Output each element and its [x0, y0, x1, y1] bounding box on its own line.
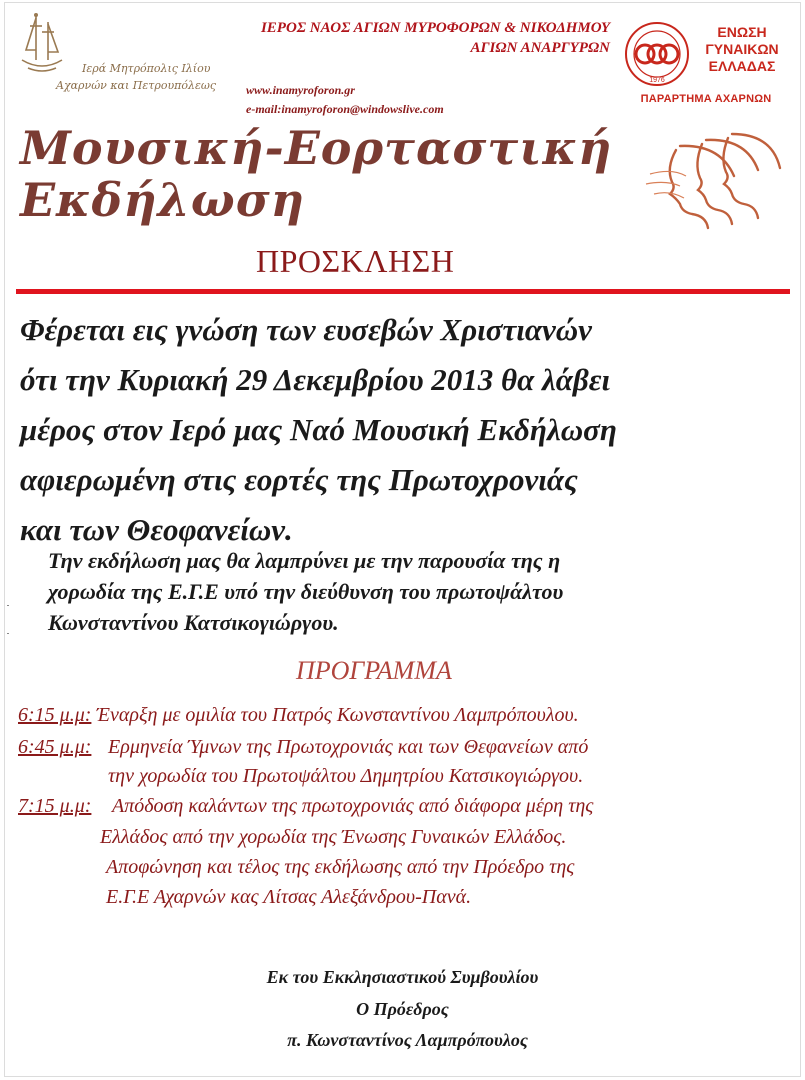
choir-line: Κωνσταντίνου Κατσικογιώργου.: [48, 610, 339, 635]
parish-title-line-2: ΑΓΙΩΝ ΑΝΑΡΓΥΡΩΝ: [470, 40, 610, 56]
three-women-faces-icon: [636, 128, 786, 232]
program-time: [18, 734, 91, 760]
metropolis-line-2: Αχαρνών και Πετρουπόλεως: [56, 79, 217, 92]
ege-name: [694, 24, 790, 75]
intro-line: ότι την Κυριακή 29 Δεκεμβρίου 2013 θα λάβει: [20, 362, 611, 397]
intro-line: Φέρεται εις γνώση των ευσεβών Χριστιανών: [20, 312, 592, 347]
parish-title-line-1: ΙΕΡΟΣ ΝΑΟΣ ΑΓΙΩΝ ΜΥΡΟΦΟΡΩΝ & ΝΙΚΟΔΗΜΟΥ: [260, 20, 610, 36]
program-text: Έναρξη με ομιλία του Πατρός Κωνσταντίνου Λαμπρόπουλου.: [96, 704, 579, 726]
intro-line: αφιερωμένη στις εορτές της Πρωτοχρονιάς: [20, 462, 578, 497]
metropolis-caption: [56, 60, 246, 94]
program-heading: ΠΡΟΓΡΑΜΜΑ: [296, 656, 452, 685]
margin-mark: [7, 633, 9, 634]
ege-seal-year: 1976: [649, 77, 665, 84]
signature-name: π. Κωνσταντίνος Λαμπρόπουλος: [287, 1030, 528, 1050]
program-time-label: 6:45 μ.μ:: [18, 736, 92, 758]
choir-line: Την εκδήλωση μας θα λαμπρύνει με την παρουσία της η: [48, 548, 561, 573]
event-title-line-2: Εκδήλωση: [20, 173, 306, 227]
metropolis-line-1: Ιερά Μητρόπολις Ιλίου: [82, 62, 211, 75]
program-time-label: 7:15 μ.μ:: [18, 795, 92, 817]
event-title-line-1: Μουσική-Εορταστική: [20, 121, 613, 175]
ege-seal-logo-icon: [624, 20, 690, 88]
margin-mark: [7, 605, 9, 606]
ege-name-line-2: ΓΥΝΑΙΚΩΝ: [705, 41, 779, 57]
signature-council: Εκ του Εκκλησιαστικού Συμβουλίου: [266, 967, 539, 987]
intro-line: μέρος στον Ιερό μας Ναό Μουσική Εκδήλωση: [20, 412, 617, 447]
program-text: Ε.Γ.Ε Αχαρνών κας Λίτσας Αλεξάνδρου-Πανά.: [106, 886, 472, 908]
program-text: Ερμηνεία Ύμνων της Πρωτοχρονιάς και των Θεφανείων από: [108, 736, 589, 758]
event-title: [20, 122, 620, 226]
intro-line: και των Θεοφανείων.: [20, 512, 293, 547]
invitation-heading: ΠΡΟΣΚΛΗΣΗ: [256, 243, 455, 279]
signature-title: Ο Πρόεδρος: [356, 999, 449, 1019]
email-link[interactable]: e-mail:inamyroforon@windowslive.com: [246, 102, 444, 116]
ege-name-line-1: ΕΝΩΣΗ: [717, 24, 767, 40]
intro-paragraph: [20, 305, 790, 555]
program-text: Ελλάδος από την χορωδία της Ένωσης Γυναικών Ελλάδος.: [100, 826, 567, 848]
program-text: Αποφώνηση και τέλος της εκδήλωσης από την Πρόεδρο της: [106, 856, 575, 878]
contact-info: [246, 81, 444, 119]
program-time: [18, 793, 91, 819]
red-divider: [16, 289, 790, 294]
choir-line: χορωδία της Ε.Γ.Ε υπό την διεύθυνση του πρωτοψάλτου: [48, 579, 564, 604]
program-time: 6:15 μ.μ:: [18, 704, 92, 726]
program-text: την χορωδία του Πρωτοψάλτου Δημητρίου Κατσικογιώργου.: [108, 765, 584, 787]
choir-paragraph: [48, 545, 788, 638]
parish-title: [120, 18, 610, 58]
website-link[interactable]: www.inamyroforon.gr: [246, 83, 355, 97]
ege-branch: ΠΑΡΑΡΤΗΜΑ ΑΧΑΡΝΩΝ: [640, 93, 772, 105]
program-text: Απόδοση καλάντων της πρωτοχρονιάς από διάφορα μέρη της: [112, 795, 594, 817]
ege-name-line-3: ΕΛΛΑΔΑΣ: [708, 58, 776, 74]
program-item: [18, 702, 579, 728]
